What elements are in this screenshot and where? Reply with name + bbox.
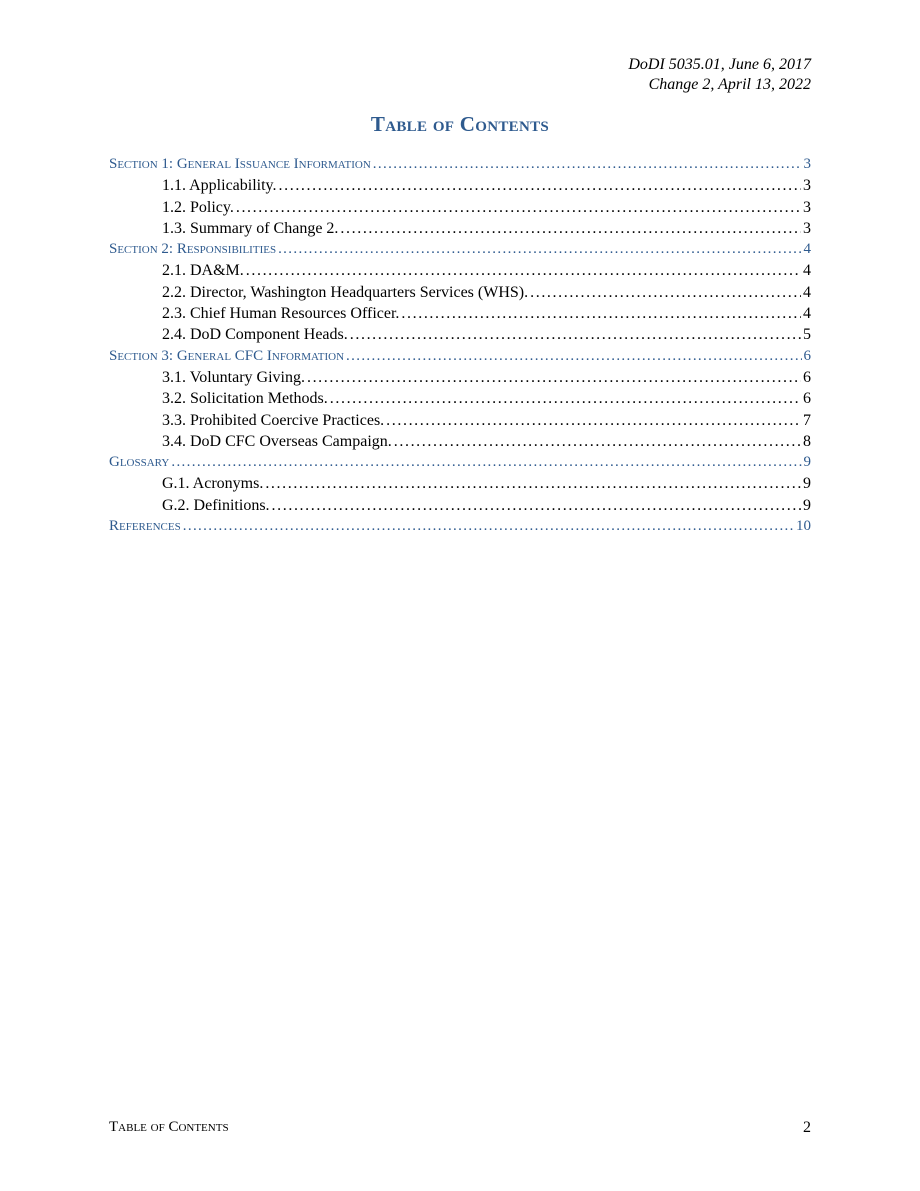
toc-entry-page: 9	[803, 475, 811, 493]
toc-entry-section-3[interactable]	[109, 348, 811, 369]
footer-section-label: Table of Contents	[109, 1119, 229, 1135]
toc-entry-3-1[interactable]	[109, 369, 811, 390]
toc-entry-label: 3.1. Voluntary Giving.	[162, 368, 305, 386]
dot-leader	[307, 369, 801, 387]
toc-entry-section-2[interactable]	[109, 241, 811, 262]
dot-leader	[279, 177, 801, 195]
toc-entry-page: 4	[803, 262, 811, 280]
toc-entry-label: 2.1. DA&M.	[162, 262, 244, 280]
dot-leader	[183, 518, 794, 535]
toc-entry-3-3[interactable]	[109, 412, 811, 433]
toc-entry-page: 10	[796, 518, 811, 535]
toc-entry-page: 6	[803, 368, 811, 386]
toc-entry-page: 3	[803, 156, 811, 172]
dot-leader	[386, 412, 801, 430]
toc-entry-label: Glossary	[109, 454, 170, 471]
toc-entry-page: 9	[803, 454, 811, 471]
dot-leader	[530, 284, 801, 302]
toc-entry-label: 1.3. Summary of Change 2.	[162, 219, 339, 237]
dot-leader	[330, 390, 801, 408]
dot-leader	[265, 475, 801, 493]
toc-entry-3-2[interactable]	[109, 390, 811, 411]
toc-entry-label: 2.2. Director, Washington Headquarters Services (WHS).	[162, 283, 529, 301]
toc-entry-label: G.1. Acronyms.	[162, 475, 264, 493]
toc-entry-g-2[interactable]	[109, 497, 811, 518]
footer-page-number: 2	[803, 1119, 811, 1136]
dot-leader	[272, 497, 801, 515]
dot-leader	[350, 326, 801, 344]
dot-leader	[340, 220, 801, 238]
toc-entry-label: Section 3: General CFC Information	[109, 347, 345, 364]
toc-entry-label: 1.2. Policy.	[162, 198, 234, 216]
toc-entry-page: 3	[803, 177, 811, 195]
toc-entry-page: 8	[803, 432, 811, 450]
toc-entry-g-1[interactable]	[109, 475, 811, 496]
toc-entry-page: 9	[803, 496, 811, 514]
toc-entry-page: 4	[803, 241, 811, 258]
dot-leader	[171, 454, 801, 471]
header-issuance-line: DoDI 5035.01, June 6, 2017	[628, 56, 811, 73]
toc-entry-page: 7	[803, 411, 811, 429]
toc-entry-label: 2.4. DoD Component Heads.	[162, 326, 348, 344]
toc-entry-label: References	[109, 518, 181, 535]
toc-entry-3-4[interactable]	[109, 433, 811, 454]
toc-entry-2-1[interactable]	[109, 262, 811, 283]
page-title: Table of Contents	[370, 112, 550, 136]
toc-entry-page: 5	[803, 326, 811, 344]
toc-entry-1-3[interactable]	[109, 220, 811, 241]
toc-entry-2-3[interactable]	[109, 305, 811, 326]
toc-entry-page: 3	[803, 219, 811, 237]
dot-leader	[401, 305, 801, 323]
toc-entry-page: 6	[803, 347, 811, 364]
toc-entry-glossary[interactable]	[109, 454, 811, 475]
toc-entry-page: 4	[803, 283, 811, 301]
toc-entry-page: 6	[803, 390, 811, 408]
toc-entry-section-1[interactable]	[109, 156, 811, 177]
toc-entry-label: 2.3. Chief Human Resources Officer.	[162, 305, 400, 323]
toc-entry-label: 1.1. Applicability.	[162, 177, 277, 195]
dot-leader	[236, 199, 801, 217]
dot-leader	[373, 156, 802, 173]
table-of-contents	[109, 156, 811, 539]
toc-entry-references[interactable]	[109, 518, 811, 539]
toc-entry-page: 3	[803, 198, 811, 216]
toc-entry-2-4[interactable]	[109, 326, 811, 347]
toc-entry-label: 3.2. Solicitation Methods.	[162, 390, 328, 408]
toc-entry-label: 3.4. DoD CFC Overseas Campaign.	[162, 432, 392, 450]
toc-entry-label: G.2. Definitions.	[162, 496, 270, 514]
toc-entry-label: 3.3. Prohibited Coercive Practices.	[162, 411, 385, 429]
document-header	[628, 55, 811, 95]
dot-leader	[346, 348, 801, 365]
toc-entry-1-1[interactable]	[109, 177, 811, 198]
toc-entry-page: 4	[803, 305, 811, 323]
toc-entry-label: Section 2: Responsibilities	[109, 241, 277, 258]
toc-entry-2-2[interactable]	[109, 284, 811, 305]
dot-leader	[394, 433, 801, 451]
header-change-line: Change 2, April 13, 2022	[648, 76, 811, 93]
dot-leader	[278, 241, 801, 258]
toc-entry-1-2[interactable]	[109, 199, 811, 220]
toc-entry-label: Section 1: General Issuance Information	[109, 156, 371, 172]
dot-leader	[246, 262, 801, 280]
